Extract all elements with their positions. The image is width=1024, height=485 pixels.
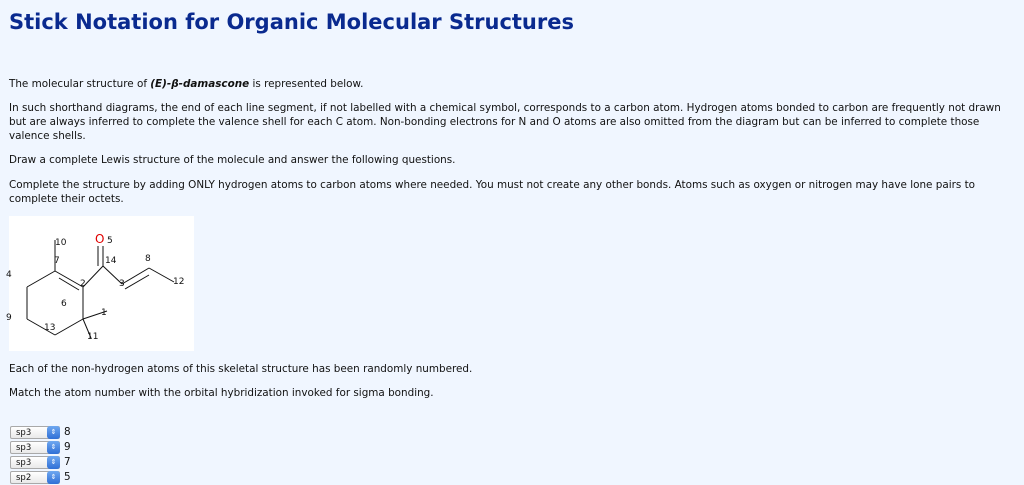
atom-label-7: 7 [54,256,60,266]
atom-label-9: 9 [6,313,12,323]
atom-label-5: 5 [107,236,113,246]
atom-number: 9 [64,441,71,453]
numbering-note: Each of the non-hydrogen atoms of this skeletal structure has been randomly numbered. [9,363,473,375]
skeletal-structure-svg [6,216,194,351]
shorthand-explanation: In such shorthand diagrams, the end of each line segment, if not labelled with a chemical symbol, corresponds to a carbon atom. Hydrogen atoms bonded to carbon are frequently not drawn but are always inferred to complete the valence shell for each C atom. Non-bonding electrons for N and O atoms are also omitted from the diagram but can be inferred to complete those valence shells. [9,102,1001,142]
page-title: Stick Notation for Organic Molecular Structures [9,10,574,34]
hybridization-select[interactable] [10,426,60,439]
hybridization-select[interactable] [10,441,60,454]
match-instruction: Match the atom number with the orbital hybridization invoked for sigma bonding. [9,387,434,399]
atom-number: 5 [64,471,71,483]
select-value: sp2 [16,473,32,483]
molecule-diagram [6,216,194,351]
atom-number: 7 [64,456,71,468]
answer-row [10,425,80,440]
updown-arrow-icon: ⇕ [47,441,60,454]
compound-name: (E)-β-damascone [150,78,250,90]
updown-arrow-icon: ⇕ [47,471,60,484]
atom-label-4: 4 [6,270,12,280]
complete-instruction: Complete the structure by adding ONLY hydrogen atoms to carbon atoms where needed. You must not create any other bonds. Atoms such as oxygen or nitrogen may have lone pairs to complete their octets. [9,179,975,205]
atom-label-8: 8 [145,254,151,264]
updown-arrow-icon: ⇕ [47,426,60,439]
atom-number: 8 [64,426,71,438]
oxygen-symbol: O [95,232,105,246]
select-value: sp3 [16,458,32,468]
atom-label-13: 13 [44,323,56,333]
select-value: sp3 [16,428,32,438]
atom-label-3: 3 [119,279,125,289]
hybridization-select[interactable] [10,471,60,484]
answer-list [10,425,80,485]
intro-text [9,77,1021,91]
intro-suffix: is represented below. [249,78,364,90]
hybridization-select[interactable] [10,456,60,469]
answer-row [10,440,80,455]
atom-label-6: 6 [61,299,67,309]
atom-label-14: 14 [105,256,117,266]
atom-label-1: 1 [101,308,107,318]
answer-row [10,470,80,485]
updown-arrow-icon: ⇕ [47,456,60,469]
draw-instruction: Draw a complete Lewis structure of the molecule and answer the following questions. [9,154,456,166]
atom-label-12: 12 [173,277,185,287]
intro-prefix: The molecular structure of [9,78,151,90]
atom-label-11: 11 [87,332,99,342]
answer-row [10,455,80,470]
atom-label-10: 10 [55,238,67,248]
select-value: sp3 [16,443,32,453]
atom-label-2: 2 [80,279,86,289]
